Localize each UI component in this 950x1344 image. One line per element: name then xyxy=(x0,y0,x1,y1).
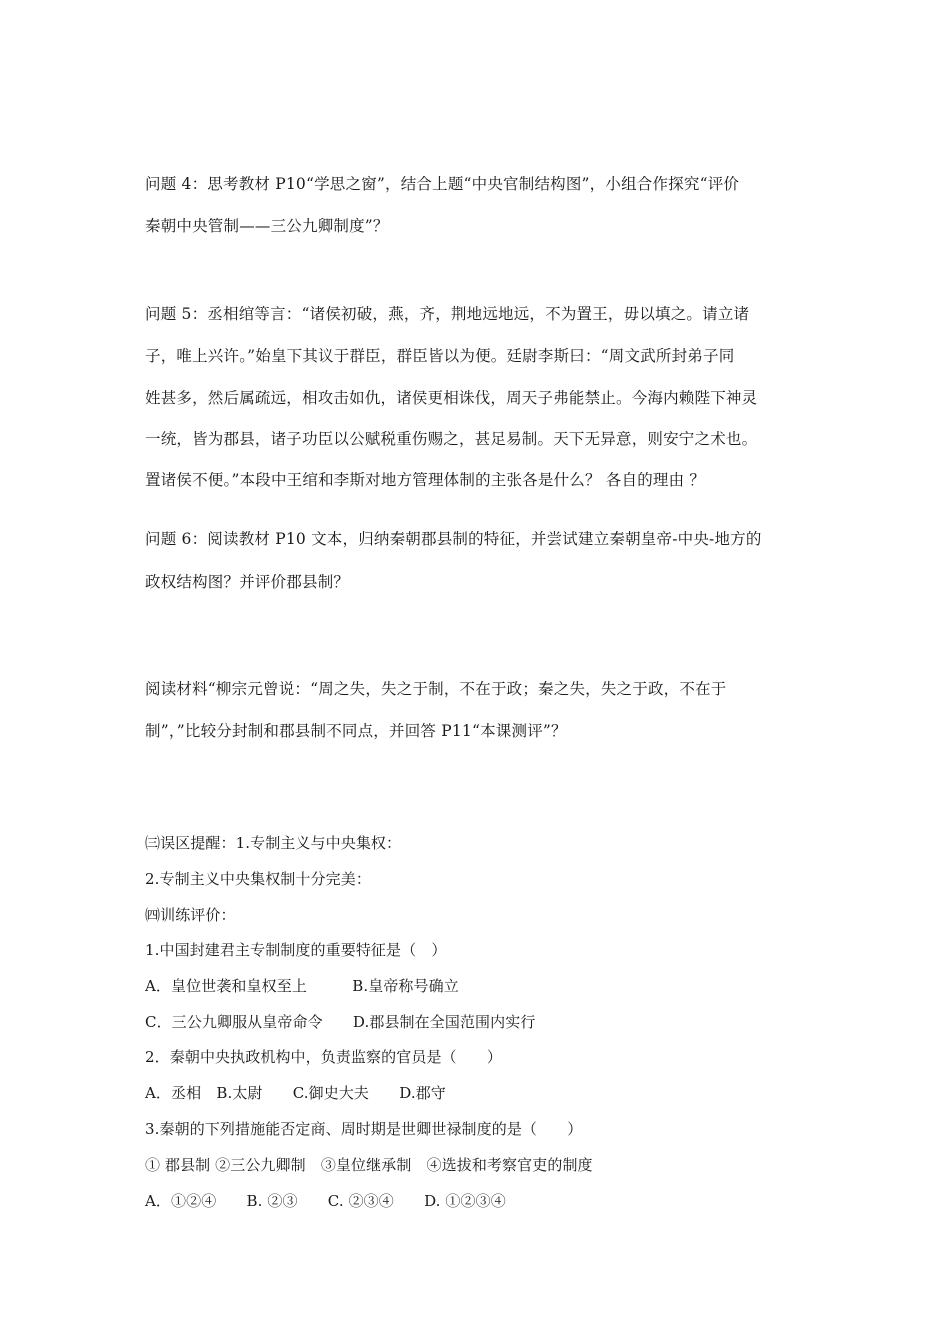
practice-heading: ㈣训练评价： xyxy=(145,906,236,924)
misconception-heading: ㈢误区提醒：1.专制主义与中央集权： xyxy=(145,834,402,852)
practice-question-1-options-cd: C．三公九卿服从皇帝命令 D.郡县制在全国范围内实行 xyxy=(145,1013,536,1031)
reading-material-line-2: 制”，”比较分封制和郡县制不同点，并回答 P11“本课测评”？ xyxy=(145,722,567,740)
practice-question-2-options: A．丞相 B.太尉 C.御史大夫 D.郡守 xyxy=(145,1084,446,1102)
question-6-line-2: 政权结构图？并评价郡县制？ xyxy=(145,573,350,591)
practice-question-3-options: A．①②④ B. ②③ C. ②③④ D. ①②③④ xyxy=(145,1192,506,1210)
question-5-line-5: 置诸侯不便。”本段中王绾和李斯对地方管理体制的主张各是什么？ 各自的理由 ？ xyxy=(145,471,706,489)
question-5-line-3: 姓甚多，然后属疏远，相攻击如仇，诸侯更相诛伐，周天子弗能禁止。今海内赖陛下神灵 xyxy=(145,389,758,407)
question-4-line-2: 秦朝中央管制——三公九卿制度”？ xyxy=(145,217,389,235)
practice-question-1-options-ab: A．皇位世袭和皇权至上 B.皇帝称号确立 xyxy=(145,977,459,995)
misconception-item-2: 2.专制主义中央集权制十分完美： xyxy=(145,870,371,888)
reading-material-line-1: 阅读材料“柳宗元曾说：“周之失，失之于制，不在于政；秦之失，失之于政，不在于 xyxy=(145,680,727,698)
question-5-line-4: 一统，皆为郡县，诸子功臣以公赋税重伤赐之，甚足易制。天下无异意，则安宁之术也。 xyxy=(145,430,758,448)
question-5-line-2: 子，唯上兴许。”始皇下其议于群臣，群臣皆以为便。廷尉李斯曰：“周文武所封弟子同 xyxy=(145,347,735,365)
practice-question-2: 2．秦朝中央执政机构中，负责监察的官员是（ ） xyxy=(145,1048,502,1066)
practice-question-3-items: ① 郡县制 ②三公九卿制 ③皇位继承制 ④选拔和考察官吏的制度 xyxy=(145,1156,593,1174)
question-5-line-1: 问题 5：丞相绾等言：“诸侯初破，燕，齐，荆地远地远，不为置王，毋以填之。请立诸 xyxy=(145,305,750,323)
question-4-line-1: 问题 4：思考教材 P10“学思之窗”，结合上题“中央官制结构图”，小组合作探究“评价 xyxy=(145,175,740,193)
practice-question-1: 1.中国封建君主专制制度的重要特征是（ ） xyxy=(145,941,447,959)
question-6-line-1: 问题 6：阅读教材 P10 文本，归纳秦朝郡县制的特征，并尝试建立秦朝皇帝-中央-地方的 xyxy=(145,530,762,548)
practice-question-3: 3.秦朝的下列措施能否定商、周时期是世卿世禄制度的是（ ） xyxy=(145,1120,583,1138)
